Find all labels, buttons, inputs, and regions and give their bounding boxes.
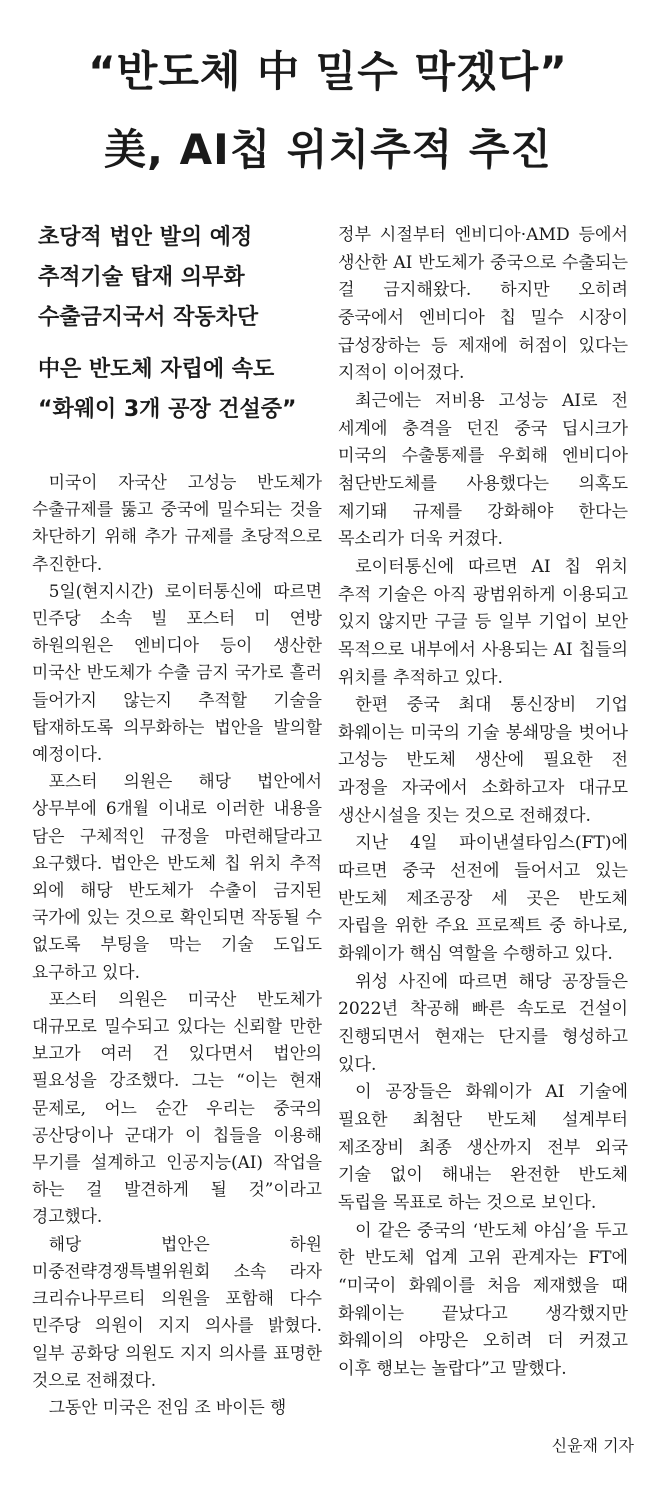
article-paragraph: 한편 중국 최대 통신장비 기업 화웨이는 미국의 기술 봉쇄망을 벗어나 고성능 반도체 생산에 필요한 전 과정을 자국에서 소화하고자 대규모 생산시설을 짓는 것으로 전해졌다. xyxy=(338,695,628,826)
article-column-left xyxy=(32,469,322,1421)
article-paragraph: 포스터 의원은 미국산 반도체가 대규모로 밀수되고 있다는 신뢰할 만한 보고가 여러 건 있다면서 법안의 필요성을 강조했다. 그는 “이는 현재 문제로, 어느 순간 우리는 중국의 공산당이나 군대가 이 칩들을 이용해 무기를 설계하고 인공지능(AI) 작업을 하는 걸 발견하게 될 것”이라고 경고했다. xyxy=(32,988,322,1227)
subheadline-item: 추적기술 탑재 의무화 xyxy=(38,265,245,290)
subheadline-item: 수출금지국서 작동차단 xyxy=(38,305,259,330)
article-paragraph-continued: 정부 시절부터 엔비디아·AMD 등에서 생산한 AI 반도체가 중국으로 수출되는 걸 금지해왔다. 하지만 오히려 중국에서 엔비디아 칩 밀수 시장이 급성장하는 등 제재에 허점이 있다는 지적이 이어졌다. xyxy=(338,225,628,384)
headline-line-1: “반도체 中 밀수 막겠다” xyxy=(88,47,568,96)
subheadline-item: 中은 반도체 자립에 속도 xyxy=(38,357,275,382)
byline: 신윤재 기자 xyxy=(551,1436,634,1455)
article-paragraph: 로이터통신에 따르면 AI 칩 위치 추적 기술은 아직 광범위하게 이용되고 있지 않지만 구글 등 일부 기업이 보안 목적으로 내부에서 사용되는 AI 칩들의 위치를 추적하고 있다. xyxy=(338,556,628,688)
article-paragraph: 최근에는 저비용 고성능 AI로 전 세계에 충격을 던진 중국 딥시크가 미국의 수출통제를 우회해 엔비디아 첨단반도체를 사용했다는 의혹도 제기돼 규제를 강화해야 한다는 목소리가 더욱 커졌다. xyxy=(338,390,628,550)
article-paragraph: 이 같은 중국의 ‘반도체 야심’을 두고 한 반도체 업계 고위 관계자는 FT에 “미국이 화웨이를 처음 제재했을 때 화웨이는 끝났다고 생각했지만 화웨이의 야망은 오히려 더 커졌고 이후 행보는 놀랍다”고 말했다. xyxy=(338,1220,628,1379)
article-paragraph: 해당 법안은 하원 미중전략경쟁특별위원회 소속 라자 크리슈나무르티 의원을 포함해 다수 민주당 의원이 지지 의사를 밝혔다. 일부 공화당 의원도 지지 의사를 표명한 것으로 전해졌다. xyxy=(32,1233,322,1390)
headline-line-2: 美, AI칩 위치추적 추진 xyxy=(104,125,552,174)
article-paragraph: 5일(현지시간) 로이터통신에 따르면 민주당 소속 빌 포스터 미 연방 하원의원은 엔비디아 등이 생산한 미국산 반도체가 수출 금지 국가로 흘러 들어가지 않는지 추적할 기술을 탑재하도록 의무화하는 법안을 발의할 예정이다. xyxy=(32,580,322,765)
article-paragraph: 위성 사진에 따르면 해당 공장들은 2022년 착공해 빠른 속도로 건설이 진행되면서 현재는 단지를 형성하고 있다. xyxy=(338,971,628,1075)
subheadline-item: “화웨이 3개 공장 건설중” xyxy=(38,397,297,422)
subheadline-group-2 xyxy=(38,350,328,430)
article-paragraph: 그동안 미국은 전임 조 바이든 행 xyxy=(48,1396,287,1417)
subheadline-group-1 xyxy=(38,218,328,338)
article-column-right xyxy=(338,222,628,1384)
article-paragraph: 포스터 의원은 해당 법안에서 상무부에 6개월 이내로 이러한 내용을 담은 구체적인 규정을 마련해달라고 요구했다. 법안은 반도체 칩 위치 추적 외에 해당 반도체가 수출이 금지된 국가에 있는 것으로 확인되면 작동될 수 없도록 부팅을 막는 기술 도입도 요구하고 있다. xyxy=(32,771,322,982)
article-paragraph: 지난 4일 파이낸셜타임스(FT)에 따르면 중국 선전에 들어서고 있는 반도체 제조공장 세 곳은 반도체 자립을 위한 주요 프로젝트 중 하나로, 화웨이가 핵심 역할을 수행하고 있다. xyxy=(338,833,628,965)
article-paragraph: 이 공장들은 화웨이가 AI 기술에 필요한 최첨단 반도체 설계부터 제조장비 최종 생산까지 전부 외국 기술 없이 해내는 완전한 반도체 독립을 목표로 하는 것으로 보인다. xyxy=(338,1082,628,1213)
subheadline-item: 초당적 법안 발의 예정 xyxy=(38,225,253,250)
article-paragraph: 미국이 자국산 고성능 반도체가 수출규제를 뚫고 중국에 밀수되는 것을 차단하기 위해 추가 규제를 초당적으로 추진한다. xyxy=(32,472,322,574)
